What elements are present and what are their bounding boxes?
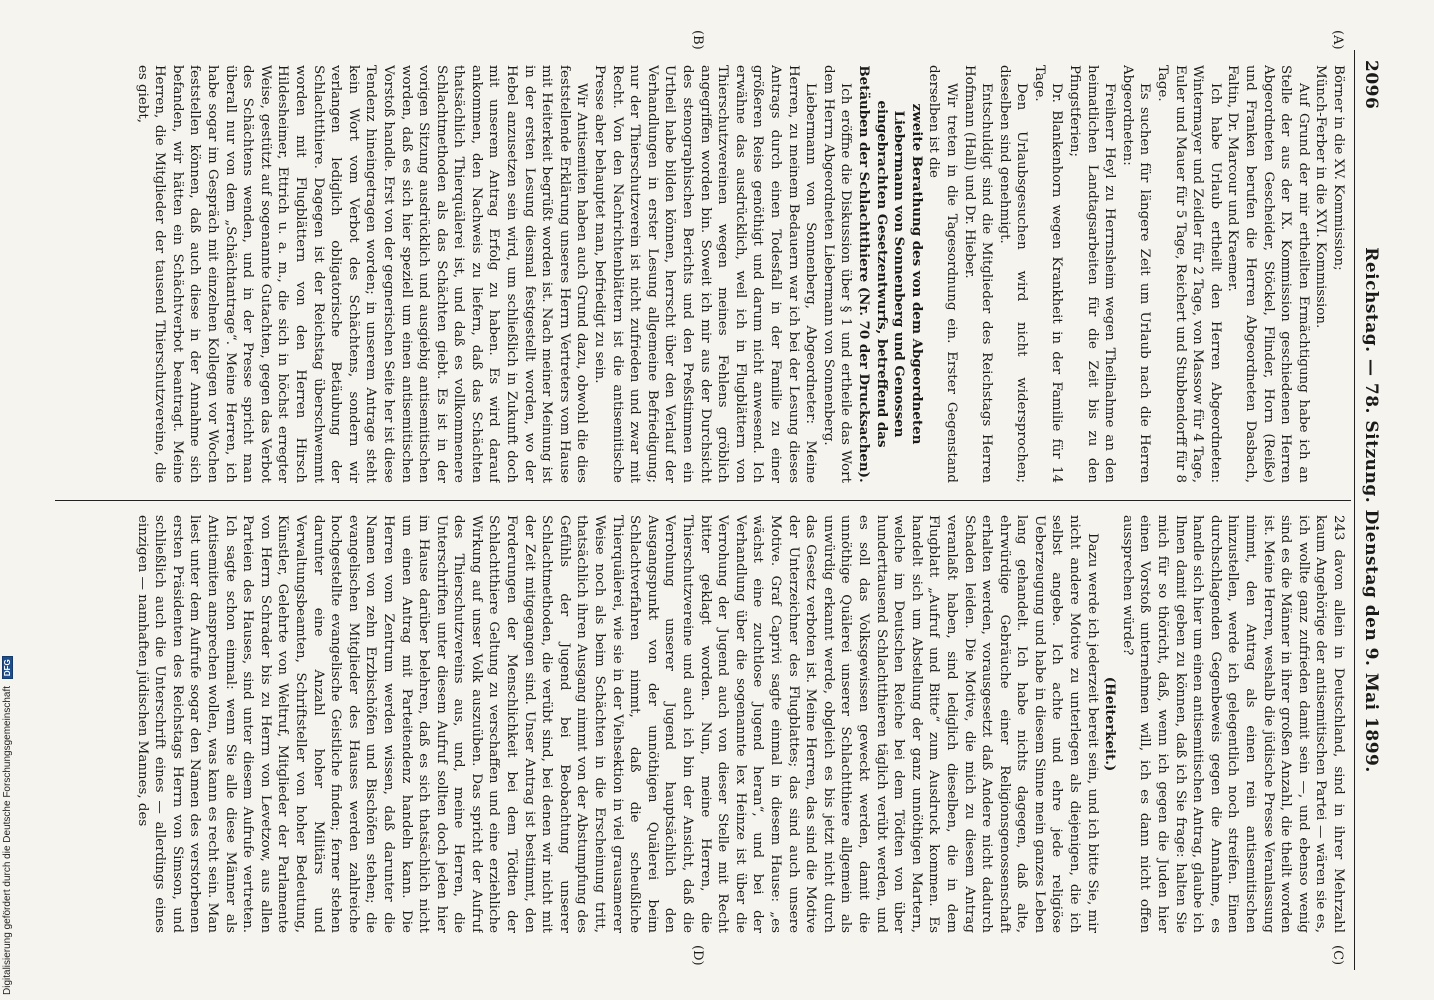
left-column bbox=[57, 65, 1347, 483]
paragraph: Börner in die XV. Kommission; bbox=[1331, 65, 1346, 271]
page-number: 2096 bbox=[1361, 60, 1381, 110]
margin-marker-d: (D) bbox=[690, 945, 705, 966]
column-divider bbox=[55, 500, 1351, 501]
margin-marker-b: (B) bbox=[690, 30, 705, 50]
dfg-logo: DFG bbox=[2, 656, 13, 679]
page-title: Reichstag. — 78. Sitzung. Dienstag den 9. Mai 1899. bbox=[1361, 247, 1381, 773]
right-column bbox=[57, 515, 1347, 933]
page-header bbox=[1355, 60, 1385, 960]
paragraph: zweite Berathung des von dem Abgeordneten Liebermann von Sonnenberg und Genossen eingebrachten Gesetzentwurfs, betreffend das Betäuben der Schlachtthiere (Nr. 70 der Drucksachen). bbox=[855, 65, 925, 483]
paragraph: Dr. Blankenhorn wegen Krankheit in der Familie für 14 Tage. bbox=[1031, 65, 1065, 483]
paragraph: Wir Antisemiten haben auch Grund dazu, obwohl die dies feststellende Erklärung unseres Herrn Vertreters vom Hause mit Heiterkeit begrüßt worden ist. Nach meiner Meinung ist in der ersten Lesung diesmal festgestellt worden, wo der Hebel anzusetzen sein wird, um schließlich in Zukunft doch mit unserem Antrag Erfolg zu haben. Es wird darauf ankommen, den Nachweis zu liefern, daß das Schächten thatsächlich Thierquälerei ist, und daß es vollkommenere Schlachtmethoden als das Schächten giebt. Es ist in der vorigen Sitzung ausdrücklich und ausgiebig antisemitischen worden, daß es sich hier speziell um einen antisemitischen Vorstoß handle. Erst von der gegnerischen Seite her ist diese Tendenz hineingetragen worden; in unserem Antrage steht kein Wort vom Verbot des Schächtens, sondern wir verlangen lediglich obligatorische Betäubung der Schlachtthiere. Dagegen ist der Reichstag überschwemmt worden mit Flugblättern von den Herren Hirsch Hildesheimer, Ettrich u. a. m., die sich in höchst erregter Weise, gestützt auf sogenannte Gutachten, gegen das Verbot des Schächtens wenden, und in der Presse spricht man überall nur von dem „Schächtantrage“. Meine Herren, ich habe sogar im Gespräch mit einzelnen Kollegen vor Wochen feststellen können, daß auch diese in der Annahme sich befanden, wir hätten ein Schächtverbot beantragt. Meine Herren, die Mitglieder der tausend Thierschutzvereine, die es giebt, bbox=[134, 65, 590, 483]
paragraph: Wir treten in die Tagesordnung ein. Erster Gegenstand derselben ist die bbox=[926, 65, 959, 483]
paragraph: Entschuldigt sind die Mitglieder des Reichstags Herren Hofmann (Hall) und Dr. Hieber. bbox=[961, 65, 995, 483]
paragraph: Ich eröffne die Diskussion über § 1 und ertheile das Wort dem Herrn Abgeordneten Liebermann von Sonnenberg. bbox=[820, 65, 854, 483]
paragraph: Münch-Ferber in die XVI. Kommission. bbox=[1313, 65, 1329, 329]
paragraph: Liebermann von Sonnenberg, Abgeordneter: Meine Herren, zu meinem Bedauern war ich bei der Lesung dieses Antrags durch einen Todesfall in der Familie zu einer größeren Reise genöthigt und darum nicht anwesend. Ich erwähne das ausdrücklich, weil ich in Flugblättern von Thierschutzvereinen wegen meines Fehlens gröblich angegriffen worden bin. Soweit ich mir aus der Durchsicht des stenographischen Berichts und den Preßstimmen ein Urtheil habe bilden können, herrscht über den Verlauf der Verhandlungen in erster Lesung allgemeine Befriedigung; nur der Thierschutzverein ist nicht zufrieden und zwar mit Recht. Von den Nachrichtenblättern ist die antisemitische Presse aber behauptet man, befriedigt zu sein. bbox=[592, 65, 819, 483]
paragraph: Es suchen für längere Zeit um Urlaub nach die Herren Abgeordneten: bbox=[1119, 65, 1153, 483]
paragraph: Dazu werde ich jederzeit bereit sein, und ich bitte Sie, mir nicht andere Motive zu unterlegen als diejenigen, die ich selbst angebe. Ich achte und ehre jede religiöse Ueberzeugung und habe in diesem Sinne mein ganzes Leben lang gehandelt. Ich habe nichts dagegen, daß alte, ehrwürdige Gebräuche einer Religionsgenossenschaft erhalten werden, vorausgesetzt daß Andere nicht dadurch Schaden leiden. Die Motive, die mich zu diesem Antrag veranlaßt haben, sind lediglich dieselben, die in dem Flugblatt „Aufruf und Bitte“ zum Ausdruck kommen. Es handelt sich um Abstellung der ganz unnöthigen Martern, welche im Deutschen Reiche bei dem Tödten von über hunderttausend Schlachtthieren täglich verübt werden, und es soll das Volksgewissen geweckt werden, damit die unnöthige Quälerei unserer Schlachtthiere allgemein als unwürdig erkannt werde, obgleich es bis jetzt nicht durch das Gesetz verboten ist. Meine Herren, das sind die Motive der Unterzeichner des Flugblattes; das sind auch unsere Motive. Graf Caprivi sagte einmal in diesem Hause: „es wächst eine zuchtlose Jugend heran“, und bei der Verhandlung über die sogenannte lex Heinze ist über die Verrohung der Jugend auch von dieser Stelle mit Recht bitter geklagt worden. Nun, meine Herren, die Thierschutzvereine und auch ich bin der Ansicht, daß die Verrohung unserer Jugend hauptsächlich den Ausgangspunkt von der unnöthigen Quälerei beim Schlachtverfahren nimmt, daß die scheußliche Thierquälerei, wie sie in der Viehsektion in viel grausamerer Weise noch als beim Schächten in die Erscheinung tritt, thatsächlich ihren Ausgang nimmt von der Abstumpfung des Gefühls der Jugend bei Beobachtung unserer Schlachtmethoden, die verübt sind, bei denen wir nicht mit der Zeit mitgegangen sind. Unser Antrag ist bestimmt, den Forderungen der Menschlichkeit bei dem Tödten der Schlachtthiere Geltung zu verschaffen und eine erziehliche Wirkung auf unser Volk auszuüben. Das spricht der Aufruf des Thierschutzvereins aus, und, meine Herren, die Unterschriften unter diesem Aufruf sollten doch jeden hier im Hause darüber belehren, daß es sich thatsächlich nicht um einen Antrag mit Parteitendenz handeln kann. Die Herren vom Zentrum werden wissen, daß darunter die Namen von zehn Erzbischöfen und Bischöfen stehen; die evangelischen Mitglieder des Hauses werden zahlreiche hochgestellte evangelische Geistliche finden; ferner stehen darunter eine Anzahl hoher Militärs und Verwaltungsbeamten, Schriftsteller von hoher Bedeutung, Künstler, Gelehrte von Weltruf, Mitglieder der Parlamente von Herrn Schrader bis zu Herrn von Levetzow, aus allen Parteien des Hauses, sind unter diesem Aufrufe vertreten. Ich sagte schon einmal: wenn Sie alle diese Männer als Antisemiten ansprechen wollen, was kann es recht sein. Man liest unter dem Aufrufe sogar den Namen des verstorbenen ersten Präsidenten des Reichstags Herrn von Simson, und schließlich auch die Unterschrift eines — allerdings eines einzigen — namhaften jüdischen Mannes, des bbox=[134, 515, 1100, 933]
paragraph: Auf Grund der mir ertheilten Ermächtigung habe ich an Stelle der aus der IX. Kommission geschiedenen Herren Abgeordneten Gescheider, Stöckel, Flinder, Horn (Reiße) und Franken berufen die Herren Abgeordneten Dasbach, Faltin, Dr. Marcour und Kraemer. bbox=[1225, 65, 1311, 483]
margin-marker-a: (A) bbox=[1330, 30, 1345, 50]
paragraph: Den Urlaubsgesuchen wird nicht widersprochen; dieselben sind genehmigt. bbox=[996, 65, 1030, 483]
paragraph: Freiherr Heyl zu Herrnsheim wegen Theilnahme an den heimatlichen Landtagsarbeiten für die Zeit bis zu den Pfingstferien; bbox=[1067, 65, 1118, 483]
rotated-page-content bbox=[35, 0, 1395, 1000]
footer-credit bbox=[2, 656, 13, 995]
paragraph: Ich habe Urlaub ertheilt den Herren Abgeordneten: Wintermayer und Zeidler für 2 Tage, von Massow für 4 Tage, Euler und Mauer für 5 Tage, Reichert und Stubbendorff für 8 Tage. bbox=[1155, 65, 1223, 483]
paragraph: 243 davon allein in Deutschland, sind in ihrer Mehrzahl kaum Angehörige der antisemitischen Partei — wären sie es, ich wollte ganz zufrieden damit sein —, und ebenso wenig sind es die Männer in ihrer großen Anzahl, die theilt worden ist. Meine Herren, weshalb die jüdische Presse Veranlassung nimmt, den Antrag als einen rein antisemitischen hinzustellen, werde ich gelegentlich noch streifen. Einen durchschlagenden Gegenbeweis gegen die Annahme, es handle sich hier um einen antisemitischen Antrag, glaube ich Ihnen damit geben zu können, daß ich Sie frage: halten Sie mich für so thöricht, daß, wenn ich gegen die Juden hier einen Vorstoß unternehmen will, ich es dann nicht offen aussprechen würde? bbox=[1119, 515, 1346, 933]
footer-strip bbox=[0, 0, 16, 1000]
paragraph: (Heiterkeit.) bbox=[1102, 676, 1119, 772]
margin-marker-c: (C) bbox=[1330, 945, 1345, 966]
footer-credit-text: Digitalisierung gefördert durch die Deutsche Forschungsgemeinschaft bbox=[2, 685, 14, 995]
header-rule bbox=[1354, 50, 1355, 970]
